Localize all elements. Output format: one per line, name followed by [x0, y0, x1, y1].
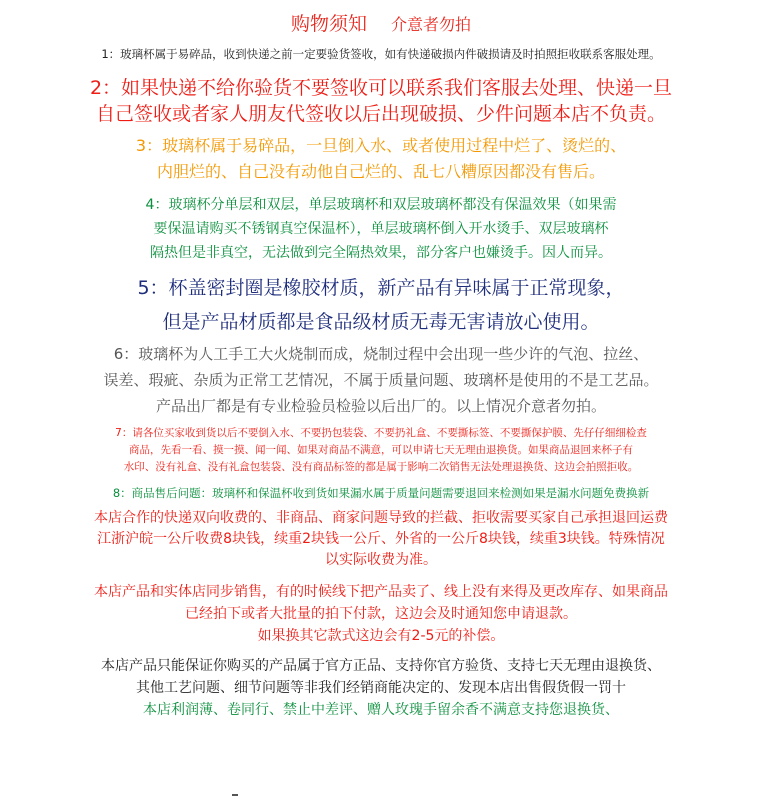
- notice-item-7: [6, 425, 756, 476]
- notice-line: 如果换其它款式这边会有2-5元的补偿。: [257, 628, 505, 644]
- notice-line: 7：请各位买家收到货以后不要倒入水、不要扔包装袋、不要扔礼盒、不要撕标签、不要撕保护膜、先仔仔细细检查: [115, 427, 647, 439]
- notice-item-5: [6, 271, 756, 339]
- notice-line: 自己签收或者家人朋友代签收以后出现破损、少件问题本店不负责。: [95, 103, 666, 125]
- stock-sync-notice: [6, 581, 756, 647]
- notice-line: 已经拍下或者大批量的拍下付款，这边会及时通知您申请退款。: [185, 606, 577, 622]
- notice-line: 2：如果快递不给你验货不要签收可以联系我们客服去处理、快递一旦: [89, 77, 673, 99]
- title-main: 购物须知: [290, 13, 367, 35]
- notice-line: 本店合作的快递双向收费的、非商品、商家问题导致的拦截、拒收需要买家自己承担退回运费: [94, 510, 668, 526]
- authenticity-notice: [6, 655, 756, 699]
- notice-item-8: [6, 484, 756, 502]
- closing-notice: [6, 699, 756, 721]
- notice-line: 4：玻璃杯分单层和双层，单层玻璃杯和双层玻璃杯都没有保温效果（如果需: [145, 197, 617, 213]
- title-sub: 介意者勿拍: [391, 15, 472, 34]
- notice-item-4: [6, 193, 756, 265]
- notice-line: 本店利润薄、卷同行、禁止中差评、赠人玫瑰手留余香不满意支持您退换货、: [143, 702, 619, 718]
- notice-line: 内胆烂的、自己没有动他自己烂的、乱七八糟原因都没有售后。: [156, 162, 605, 181]
- notice-line: 商品，先看一看、摸一摸、闻一闻、如果对商品不满意，可以申请七天无理由退换货。如果商品退回来杯子有: [129, 444, 633, 456]
- notice-line: 本店产品只能保证你购买的产品属于官方正品、支持你官方验货、支持七天无理由退换货、: [101, 658, 661, 674]
- notice-item-6: [6, 341, 756, 419]
- notice-line: 其他工艺问题、细节问题等非我们经销商能决定的、发现本店出售假货假一罚十: [136, 680, 626, 696]
- notice-line: 隔热但是非真空，无法做到完全隔热效果，部分客户也嫌烫手。因人而异。: [150, 245, 612, 261]
- notice-item-3: [6, 133, 756, 185]
- notice-line: 5：杯盖密封圈是橡胶材质，新产品有异味属于正常现象，: [137, 277, 625, 299]
- notice-line: 1：玻璃杯属于易碎品，收到快递之前一定要验货签收，如有快递破损内件破损请及时拍照拒收联系客服处理。: [101, 47, 661, 61]
- notice-line: 误差、瑕疵、杂质为正常工艺情况，不属于质量问题、玻璃杯是使用的不是工艺品。: [103, 371, 659, 389]
- decorative-speck: [232, 794, 238, 796]
- shipping-fee-notice: [6, 508, 756, 571]
- notice-line: 水印、没有礼盒、没有礼盒包装袋、没有商品标签的都是属于影响二次销售无法处理退换货、这边会拍照拒收。: [123, 461, 639, 473]
- notice-item-2: [6, 75, 756, 127]
- notice-item-1: [6, 45, 756, 63]
- notice-line: 产品出厂都是有专业检验员检验以后出厂的。以上情况介意者勿拍。: [155, 397, 606, 415]
- page-title: [6, 10, 756, 39]
- notice-line: 3：玻璃杯属于易碎品，一旦倒入水、或者使用过程中烂了、烫烂的、: [135, 136, 627, 155]
- notice-line: 要保温请购买不锈钢真空保温杯），单层玻璃杯倒入开水烫手、双层玻璃杯: [153, 221, 609, 237]
- notice-line: 8：商品售后问题：玻璃杯和保温杯收到货如果漏水属于质量问题需要退回来检测如果是漏水问题免费换新: [112, 486, 650, 500]
- notice-line: 6：玻璃杯为人工手工大火烧制而成，烧制过程中会出现一些少许的气泡、拉丝、: [113, 345, 649, 363]
- notice-line: 以实际收费为准。: [325, 552, 437, 568]
- notice-line: 本店产品和实体店同步销售，有的时候线下把产品卖了、线上没有来得及更改库存、如果商品: [94, 584, 668, 600]
- notice-line: 江浙沪皖一公斤收费8块钱，续重2块钱一公斤、外省的一公斤8块钱，续重3块钱。特殊情况: [97, 531, 665, 547]
- notice-line: 但是产品材质都是食品级材质无毒无害请放心使用。: [162, 311, 600, 333]
